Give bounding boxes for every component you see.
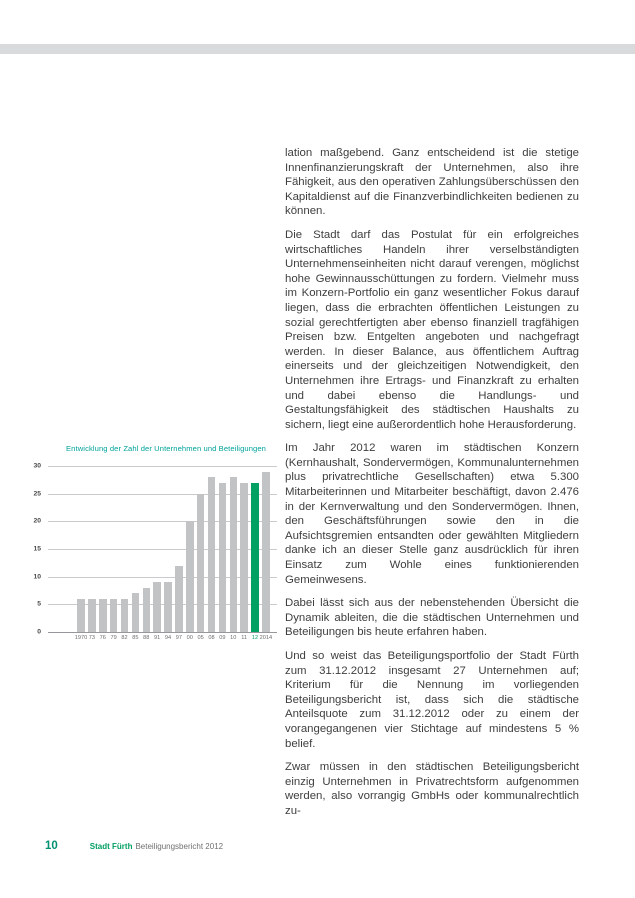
bar-cell — [174, 566, 184, 641]
x-tick-label: 1970 — [74, 635, 88, 641]
bar-cell — [259, 472, 273, 641]
bar — [175, 566, 183, 632]
bar-cell — [207, 477, 217, 641]
x-tick-label: 82 — [121, 635, 128, 641]
bar — [240, 483, 248, 632]
x-axis-line — [48, 632, 277, 633]
bar-cell — [163, 582, 173, 641]
x-tick-label: 05 — [197, 635, 204, 641]
page-number: 10 — [45, 840, 58, 852]
x-tick-label: 12 — [251, 635, 259, 641]
bar-cell — [141, 588, 151, 641]
bar-cell — [196, 494, 206, 641]
paragraph: Dabei lässt sich aus der nebenstehenden Übersicht die Dynamik ableiten, die die städtischen Unternehmen und Beteiligungen bis heute erfahren haben. — [285, 597, 579, 639]
y-tick-label: 30 — [33, 462, 41, 470]
paragraph: Zwar müssen in den städtischen Beteiligungsbericht einzig Unternehmen in Privatrechtsform aufgenommen werden, also vorrangig GmbHs oder kommunalrechtlich zu- — [285, 761, 579, 817]
paragraph: lation maßgebend. Ganz entscheidend ist die stetige Innenfinanzierungskraft der Unternehmen, also ihre Fähigkeit, aus den operativen Zahlungsüberschüssen den Kapitaldienst auf die Finanzverbindlichkeiten bedienen zu können. — [285, 147, 579, 218]
paragraph: Und so weist das Beteiligungsportfolio der Stadt Fürth zum 31.12.2012 insgesamt 27 Unternehmen auf; Kriterium für die Nennung im vorliegenden Beteiligungsbericht ist, dass sich die städtische Anteilsquote zum 31.12.2012 oder zu einem der vorangegangenen vier Stichtage auf mindestens 5 % belief. — [285, 650, 579, 750]
x-tick-label: 73 — [88, 635, 95, 641]
x-tick-label: 79 — [110, 635, 117, 641]
x-tick-label: 85 — [132, 635, 139, 641]
x-tick-label: 91 — [154, 635, 161, 641]
bar — [230, 477, 238, 632]
header-band — [0, 44, 635, 54]
x-tick-label: 88 — [143, 635, 150, 641]
y-tick-label: 25 — [33, 490, 41, 498]
chart-title: Entwicklung der Zahl der Unternehmen und Beteiligungen — [66, 444, 267, 453]
paragraph: Die Stadt darf das Postulat für ein erfolgreiches wirtschaftliches Handeln ihrer verselbständigten Unternehmenseinheiten nicht darauf verengen, möglichst hohe Gewinnausschüttungen zu fordern. Vielmehr muss im Konzern-Portfolio ein ganz wesentlicher Fokus darauf liegen, dass die erbrachten öffentlichen Leistungen zu sozial gerechtfertigten aber ebenso finanziell tragfähigen Preisen bzw. Entgelten angeboten und nachgefragt werden. In dieser Balance, aus öffentlichem Auftrag einerseits und der gleichzeitigen Notwendigkeit, den Unternehmen ihre Ertrags- und Finanzkraft zu erhalten und dabei ebenso die Handlungs- und Gestaltungsfähigkeit des städtischen Haushalts zu sichern, liegt eine außerordentlich hohe Herausforderung. — [285, 228, 579, 431]
bar — [164, 582, 172, 632]
body-text-column — [285, 146, 579, 828]
bar-highlighted — [251, 483, 259, 632]
bar — [197, 494, 205, 632]
bar-cell — [74, 599, 88, 641]
y-tick-label: 20 — [33, 517, 41, 525]
bar — [186, 521, 194, 632]
x-tick-label: 94 — [164, 635, 172, 641]
bar-cell — [185, 521, 195, 641]
y-tick-label: 0 — [37, 628, 41, 636]
footer-brand: Stadt Fürth — [89, 842, 133, 851]
x-tick-label: 97 — [175, 635, 182, 641]
bar — [153, 582, 161, 632]
chart-bars — [74, 466, 273, 641]
x-tick-label: 10 — [230, 635, 237, 641]
bar-cell — [228, 477, 238, 641]
bar — [262, 472, 270, 632]
paragraph: Im Jahr 2012 waren im städtischen Konzern (Kernhaushalt, Sondervermögen, Kommunalunternehmen plus privatrechtliche Gesellschaften) etwa 5.300 Mitarbeiterinnen und Mitarbeiter beschäftigt, davon 2.476 in der Kernverwaltung und den Sondervermögen. Ihnen, den Geschäftsführungen sowie den in die Aufsichtsgremien entsandten oder gewählten Mitgliedern danke ich an dieser Stelle ganz ausdrücklich für ihren Einsatz zum Wohle eines funktionierenden Gemeinwesens. — [285, 442, 579, 586]
x-tick-label: 11 — [241, 635, 248, 641]
chart-plot — [33, 462, 277, 641]
bar — [77, 599, 85, 632]
bar — [110, 599, 118, 632]
bar — [132, 593, 140, 632]
footer-report-title: Beteiligungsbericht 2012 — [135, 842, 224, 851]
y-tick-label: 10 — [33, 573, 41, 581]
x-tick-label: 2014 — [259, 635, 273, 641]
bar-cell — [98, 599, 108, 641]
bar — [219, 483, 227, 632]
y-tick-label: 5 — [37, 600, 41, 608]
bar — [88, 599, 96, 632]
bar — [99, 599, 107, 632]
bar-cell — [217, 483, 227, 641]
x-tick-label: 09 — [219, 635, 226, 641]
bar — [121, 599, 129, 632]
x-tick-label: 76 — [99, 635, 106, 641]
x-tick-label: 08 — [208, 635, 215, 641]
bar-cell — [87, 599, 97, 641]
bar-cell — [120, 599, 130, 641]
y-tick-label: 15 — [33, 545, 41, 553]
bar — [208, 477, 216, 632]
bar-cell — [250, 483, 260, 641]
bar-cell — [239, 483, 249, 641]
bar-cell — [152, 582, 162, 641]
bar-cell — [130, 593, 140, 641]
page-footer — [45, 840, 223, 852]
bar-cell — [109, 599, 119, 641]
x-tick-label: 00 — [186, 635, 193, 641]
bar — [143, 588, 151, 632]
